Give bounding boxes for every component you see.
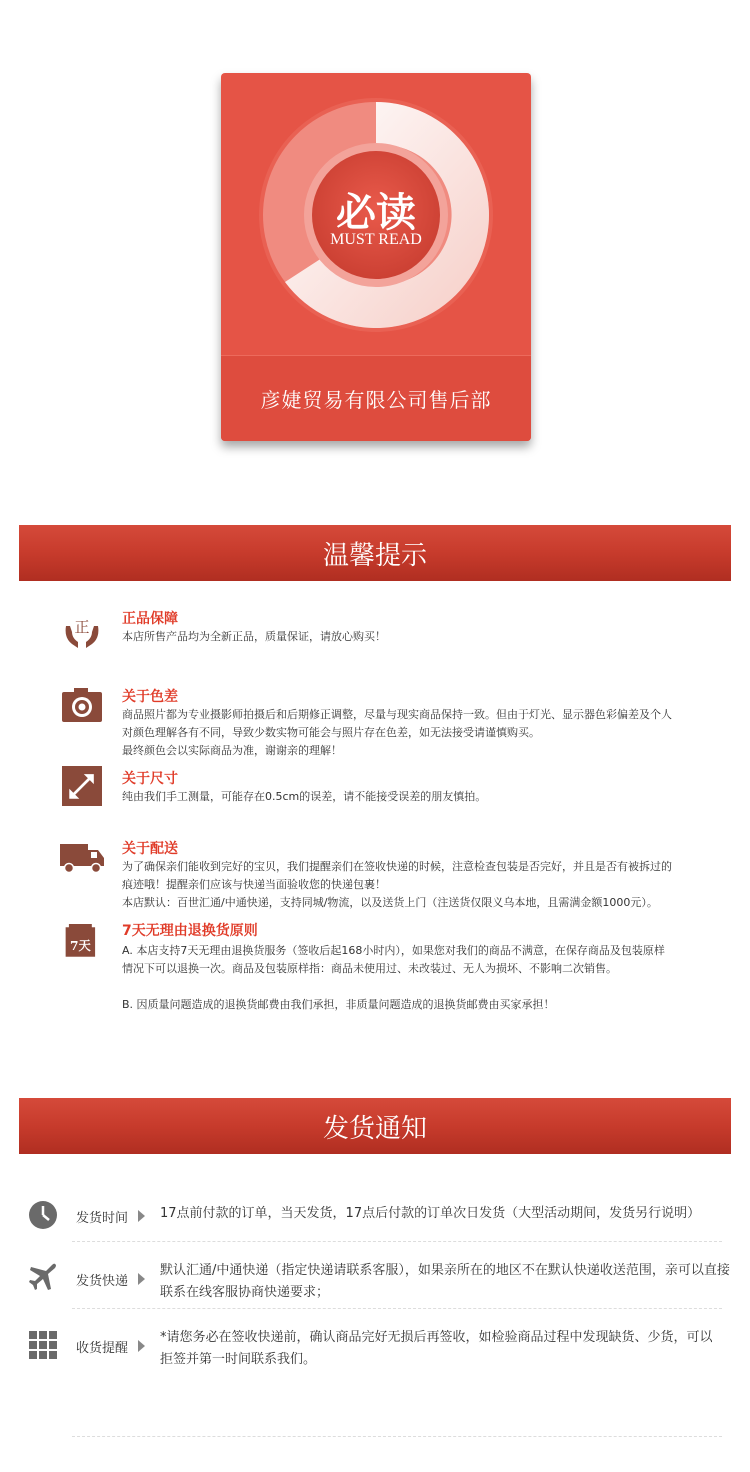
tip-genuine: [60, 608, 720, 658]
tip-line: B. 因质量问题造成的退换货邮费由我们承担，非质量问题造成的退换货邮费由买家承担！: [122, 998, 555, 1011]
hands-genuine-icon: [60, 608, 104, 652]
tip-line: 本店所售产品均为全新正品，质量保证，请放心购买！: [122, 630, 386, 643]
card-footer: [221, 355, 531, 441]
tip-title: 关于配送: [122, 841, 178, 857]
tip-text: [122, 706, 717, 760]
tip-title: 7天无理由退换货原则: [122, 923, 258, 939]
tip-title: 关于色差: [122, 689, 178, 705]
ship-line: *请您务必在签收快递前，确认商品完好无损后再签收，如检验商品过程中发现缺货、少货，可以: [160, 1330, 713, 1345]
section-banner-tips: [19, 525, 731, 581]
tip-size: [60, 768, 720, 812]
tip-text: [122, 788, 717, 806]
tip-line: A. 本店支持7天无理由退换货服务（签收后起168小时内），如果您对我们的商品不满意，在保存商品及包装原样: [122, 944, 665, 957]
tip-line-blank: [122, 978, 717, 996]
ship-label: 发货时间: [76, 1211, 129, 1226]
ship-label: 发货快递: [76, 1274, 129, 1289]
tip-line: 纯由我们手工测量，可能存在0.5cm的误差，请不能接受误差的朋友慎拍。: [122, 790, 487, 803]
chevron-right-icon: [138, 1340, 145, 1352]
tip-delivery: [60, 838, 720, 908]
ship-label: 收货提醒: [76, 1341, 129, 1356]
grid-icon: [28, 1330, 58, 1360]
ship-text: [160, 1260, 730, 1304]
airplane-icon: [28, 1262, 58, 1292]
genuine-badge-text: 正: [74, 618, 90, 636]
ship-row-receipt: [28, 1327, 728, 1371]
tip-text: [122, 942, 717, 1014]
tip-line: 最终颜色会以实际商品为准，谢谢亲的理解！: [122, 744, 342, 757]
tip-return-7days: [60, 920, 720, 1020]
calendar-badge-text: 7天: [69, 938, 91, 954]
ship-line: 17点前付款的订单，当天发货，17点后付款的订单次日发货（大型活动期间，发货另行说明）: [160, 1206, 701, 1221]
ship-line: 默认汇通/中通快递（指定快递请联系客服），如果亲所在的地区不在默认快递收送范围，亲可以直接: [160, 1263, 730, 1278]
chevron-right-icon: [138, 1210, 145, 1222]
company-name: 彦婕贸易有限公司售后部: [260, 388, 492, 412]
section-heading-shipping: 发货通知: [322, 1114, 427, 1144]
tip-line: 商品照片都为专业摄影师拍摄后和后期修正调整，尽量与现实商品保持一致。但由于灯光、显示器色彩偏差及个人: [122, 708, 672, 721]
ship-row-time: [28, 1200, 728, 1232]
section-heading-tips: 温馨提示: [322, 541, 427, 571]
ship-row-courier: [28, 1260, 728, 1304]
ship-line: 拒签并第一时间联系我们。: [160, 1352, 317, 1367]
tip-color: [60, 686, 720, 756]
tip-line: 对颜色理解各有不同，导致少数实物可能会与照片存在色差，如无法接受请谨慎购买。: [122, 726, 540, 739]
camera-icon: [60, 686, 104, 730]
tip-text: [122, 858, 717, 912]
divider: [72, 1308, 722, 1309]
tip-title: 关于尺寸: [122, 771, 178, 787]
ship-text: [160, 1203, 720, 1225]
tip-line: 为了确保亲们能收到完好的宝贝，我们提醒亲们在签收快递的时候，注意检查包装是否完好，并且是否有被拆过的: [122, 860, 672, 873]
clock-icon: [28, 1200, 58, 1230]
calendar-7-days-icon: [64, 920, 100, 964]
tip-title: 正品保障: [122, 611, 178, 627]
must-read-en: MUST READ: [330, 231, 422, 248]
tip-text: [122, 628, 717, 646]
ship-line: 联系在线客服协商快递要求；: [160, 1285, 330, 1300]
tip-line: 情况下可以退换一次。商品及包装原样指：商品未使用过、未改装过、无人为损坏、不影响二次销售。: [122, 962, 617, 975]
delivery-truck-icon: [60, 838, 104, 882]
ship-text: [160, 1327, 720, 1371]
tip-line: 痕迹哦！提醒亲们应该与快递当面验收您的快递包裹！: [122, 878, 386, 891]
must-read-cn: 必读: [336, 190, 416, 236]
section-banner-shipping: [19, 1098, 731, 1154]
tip-line: 本店默认：百世汇通/中通快递，支持同城/物流，以及送货上门（注送货仅限义乌本地，且需满金额1000元）。: [122, 896, 658, 909]
divider: [72, 1436, 722, 1437]
resize-arrow-icon: [62, 766, 102, 806]
chevron-right-icon: [138, 1273, 145, 1285]
must-read-card: [221, 73, 531, 441]
divider: [72, 1241, 722, 1242]
